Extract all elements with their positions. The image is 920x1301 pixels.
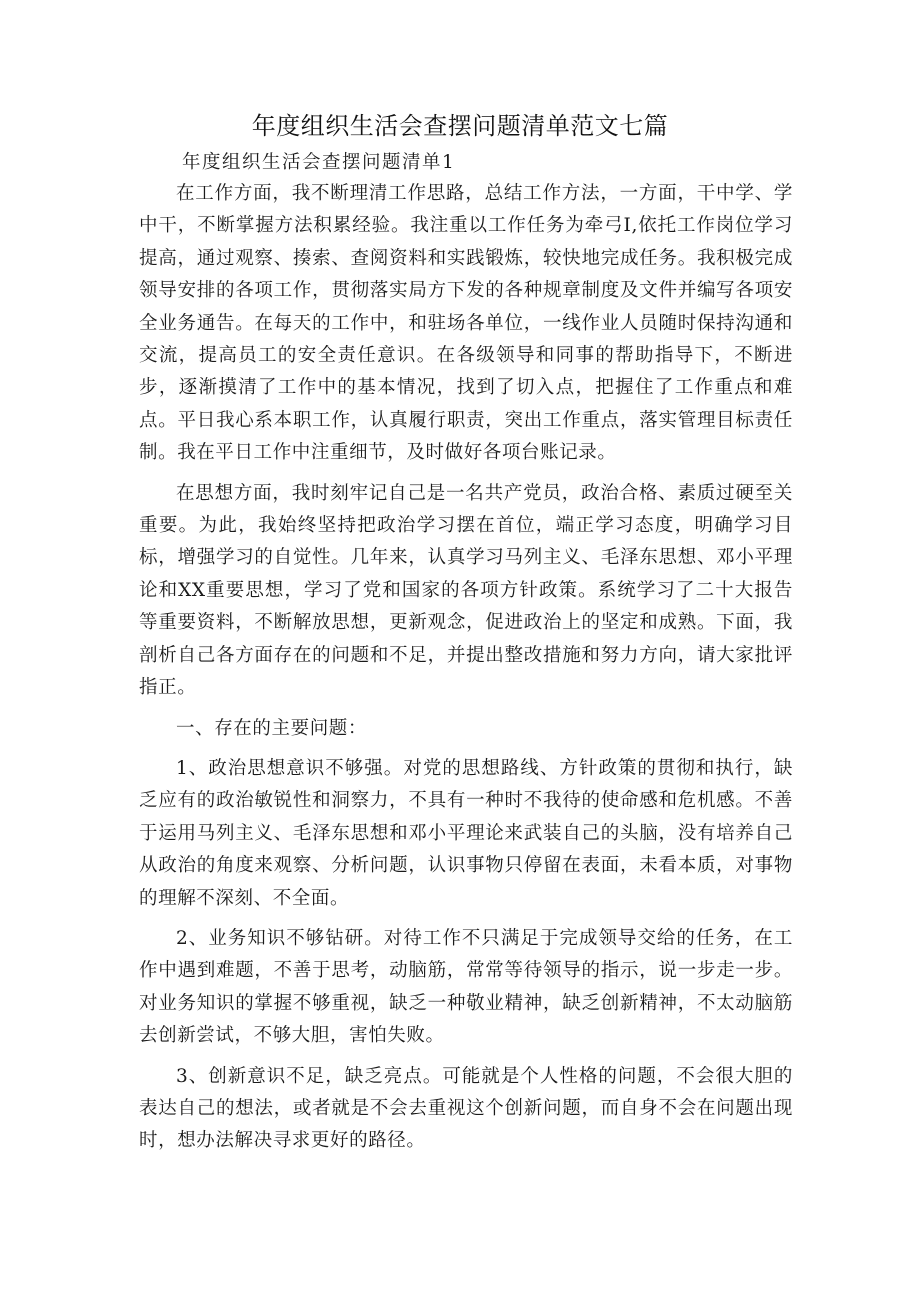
document-body [139,178,793,1166]
paragraph-thought: 在思想方面，我时刻牢记自己是一名共产党员，政治合格、素质过硬至关重要。为此，我始终坚持把政治学习摆在首位，端正学习态度，明确学习目标，增强学习的自觉性。几年来，认真学习马列主义、毛泽东思想、邓小平理论和XX重要思想，学习了党和国家的各项方针政策。系统学习了二十大报告等重要资料，不断解放思想，更新观念，促进政治上的坚定和成熟。下面，我剖析自己各方面存在的问题和不足，并提出整改措施和努力方向，请大家批评指正。 [139,482,793,699]
document-title: 年度组织生活会查摆问题清单范文七篇 [251,112,669,140]
paragraph-problem-2: 2、业务知识不够钻研。对待工作不只满足于完成领导交给的任务，在工作中遇到难题，不善于思考，动脑筋，常常等待领导的指示，说一步走一步。对业务知识的掌握不够重视，缺乏一种敬业精神，缺乏创新精神，不太动脑筋去创新尝试，不够大胆，害怕失败。 [139,927,793,1047]
paragraph-problem-1: 1、政治思想意识不够强。对党的思想路线、方针政策的贯彻和执行，缺乏应有的政治敏锐性和洞察力，不具有一种时不我待的使命感和危机感。不善于运用马列主义、毛泽东思想和邓小平理论来武装自己的头脑，没有培养自己从政治的角度来观察、分析问题，认识事物只停留在表面，未看本质，对事物的理解不深刻、不全面。 [139,757,793,909]
paragraph-work: 在工作方面，我不断理清工作思路，总结工作方法，一方面，干中学、学中干，不断掌握方法积累经验。我注重以工作任务为牵弓I,依托工作岗位学习提高，通过观察、揍索、查阅资料和实践锻炼，较快地完成任务。我积极完成领导安排的各项工作，贯彻落实局方下发的各种规章制度及文件并编写各项安全业务通告。在每天的工作中，和驻场各单位，一线作业人员随时保持沟通和交流，提高员工的安全责任意识。在各级领导和同事的帮助指导下，不断进步，逐渐摸清了工作中的基本情况，找到了切入点，把握住了工作重点和难点。平日我心系本职工作，认真履行职责，突出工作重点，落实管理目标责任制。我在平日工作中注重细节，及时做好各项台账记录。 [139,183,793,464]
section-heading-problems: 一、存在的主要问题： [176,717,368,739]
paragraph-problem-3: 3、创新意识不足，缺乏亮点。可能就是个人性格的问题，不会很大胆的表达自己的想法，或者就是不会去重视这个创新问题，而自身不会在问题出现时，想办法解决寻求更好的路径。 [139,1065,793,1152]
document-subtitle: 年度组织生活会查摆问题清单1 [182,152,456,173]
